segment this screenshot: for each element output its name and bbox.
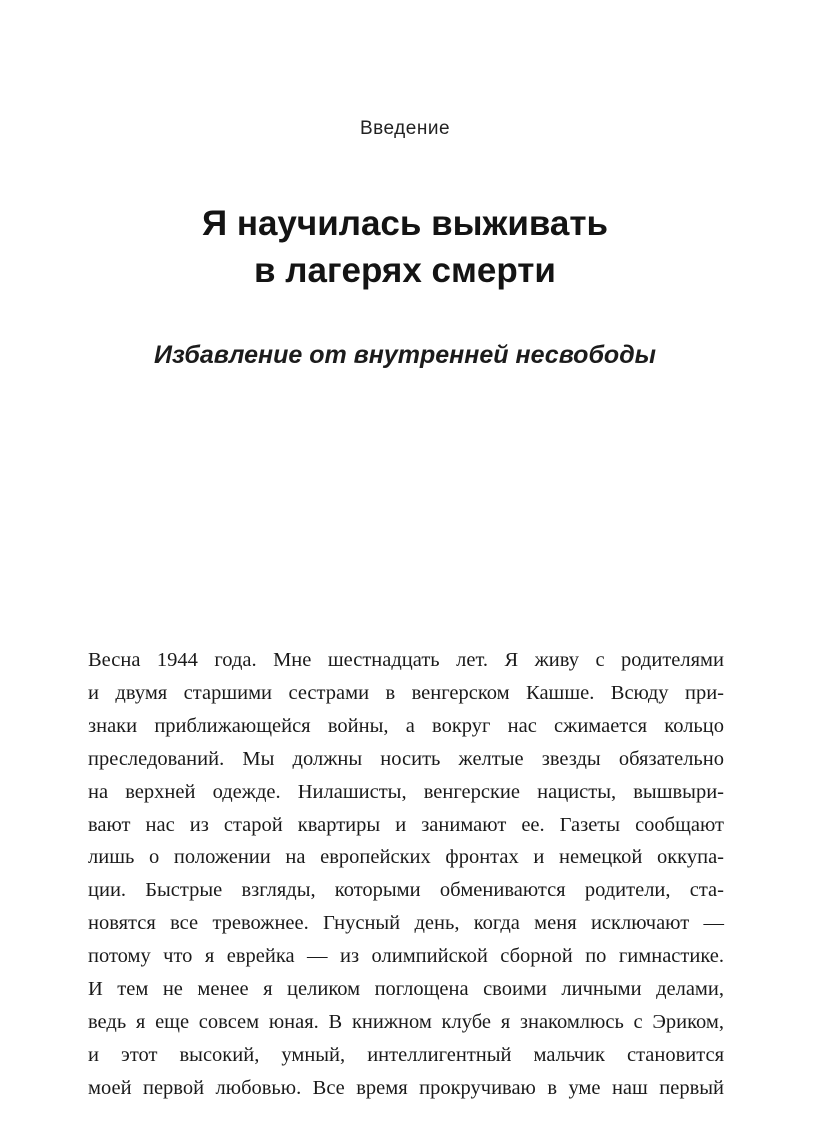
body-line: потому что я еврейка — из олимпийской сборной по гимнастике.: [88, 945, 724, 968]
body-line: лишь о положении на европейских фронтах и немецкой оккупа-: [88, 846, 724, 869]
body-text: [88, 644, 724, 1105]
body-line: преследований. Мы должны носить желтые звезды обязательно: [88, 747, 724, 770]
section-label: Введение: [359, 118, 451, 139]
body-line: ведь я еще совсем юная. В книжном клубе я знакомлюсь с Эриком,: [88, 1010, 724, 1033]
body-line: Весна 1944 года. Мне шестнадцать лет. Я живу с родителями: [88, 649, 724, 671]
body-line: знаки приближающейся войны, а вокруг нас сжимается кольцо: [88, 714, 724, 737]
chapter-title-line-2: в лагерях смерти: [254, 251, 556, 290]
chapter-title-line-1: Я научилась выживать: [201, 204, 609, 243]
body-line: и двумя старшими сестрами в венгерском Кашше. Всюду при-: [88, 681, 724, 704]
body-line: на верхней одежде. Нилашисты, венгерские нацисты, вышвыри-: [88, 780, 724, 803]
body-line: вают нас из старой квартиры и занимают ее. Газеты сообщают: [88, 813, 724, 836]
body-line: И тем не менее я целиком поглощена своими личными делами,: [88, 978, 724, 1001]
chapter-subtitle: Избавление от внутренней несвободы: [153, 341, 657, 369]
body-line: и этот высокий, умный, интеллигентный мальчик становится: [88, 1043, 724, 1066]
body-line: моей первой любовью. Все время прокручиваю в уме наш первый: [88, 1076, 724, 1099]
chapter-title: [0, 200, 810, 294]
body-line: новятся все тревожнее. Гнусный день, когда меня исключают —: [88, 912, 724, 935]
body-line: ции. Быстрые взгляды, которыми обмениваются родители, ста-: [88, 879, 724, 902]
